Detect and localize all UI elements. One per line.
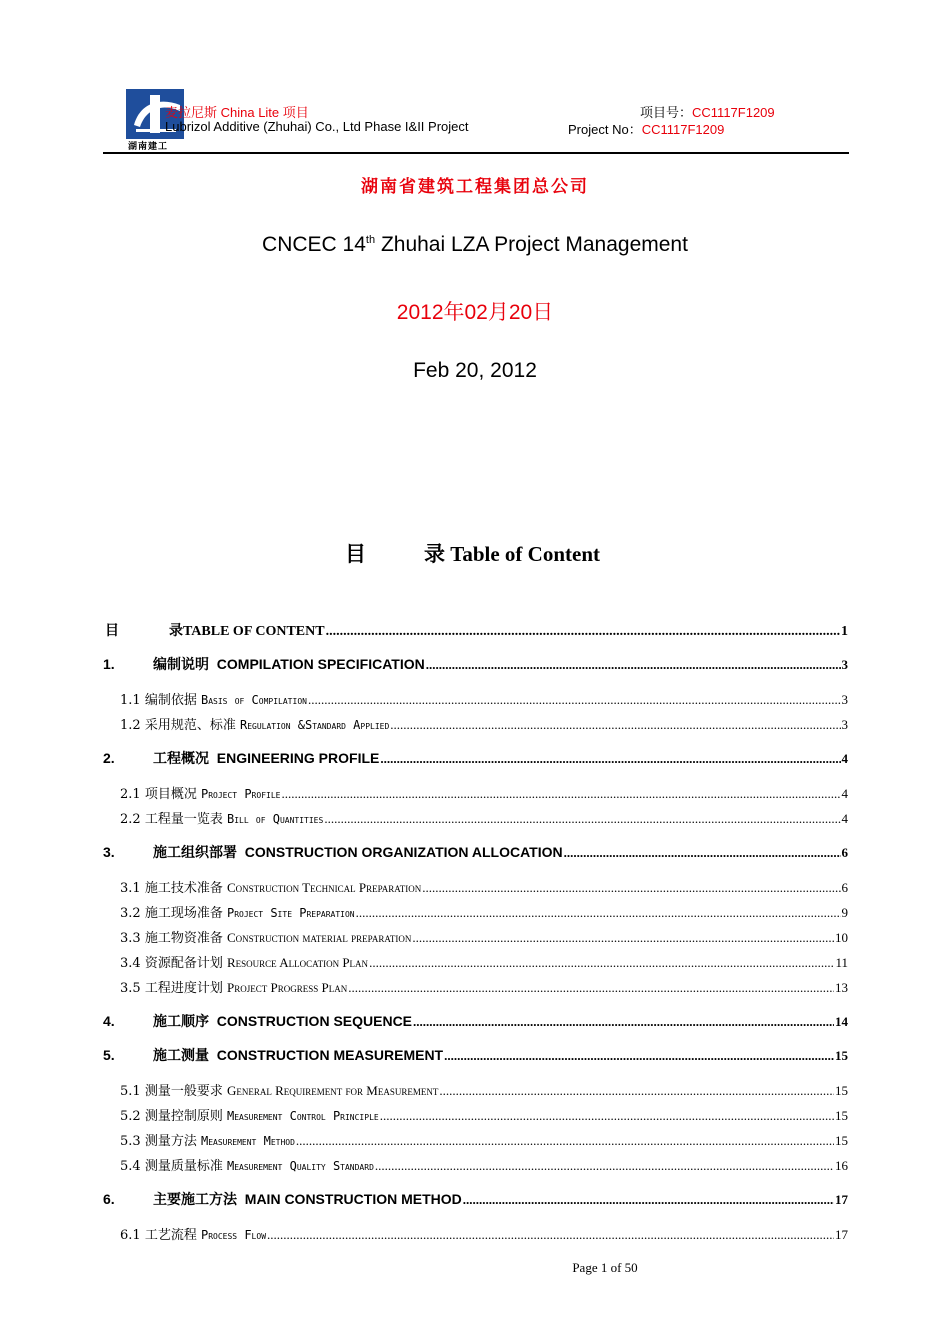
toc-entry-3[interactable] [103,842,848,862]
toc-entry-5[interactable] [103,1045,848,1065]
toc-entry-2[interactable] [103,748,848,768]
date-english: Feb 20, 2012 [413,359,537,382]
toc-entry-5-3[interactable] [120,1130,848,1149]
toc-leader-dots [380,751,840,767]
toc-page-number: 3 [841,692,848,707]
toc-leader-dots [412,930,834,946]
toc-entry-label: 4. 施工顺序 CONSTRUCTION SEQUENCE [103,1013,413,1029]
project-title-pre: CNCEC 14 [262,233,366,256]
toc-entry-label: 3.2 施工现场准备 Project Site Preparation [120,906,355,921]
toc-entry-2-1[interactable] [120,783,848,802]
toc-entry-2-2[interactable] [120,808,848,827]
toc-entry-5-2[interactable] [120,1105,848,1124]
toc-leader-dots [390,717,840,733]
toc-page-number: 6 [841,880,848,895]
header-en-project-no-value: CC1117F1209 [641,122,725,137]
header-cn-project: 麦拉尼斯 China Lite 项目 [165,105,309,120]
toc-entry-label: 3.4 资源配备计划 Resource Allocation Plan [120,955,369,971]
toc-leader-dots [348,980,834,996]
toc-entry-label: 2. 工程概况 ENGINEERING PROFILE [103,750,380,766]
toc-entry-5-1[interactable] [120,1080,848,1099]
toc-entry-1-2[interactable] [120,714,848,733]
toc-entry-3-5[interactable] [120,977,848,996]
toc-leader-dots [463,1192,834,1208]
toc-heading-cn2: 录 [424,542,445,566]
toc-entry-label: 5.4 测量质量标准 Measurement Quality Standard [120,1159,374,1174]
toc-entry-label: 1. 编制说明 COMPILATION SPECIFICATION [103,656,425,672]
company-name: 湖南省建筑工程集团总公司 [361,177,589,197]
toc-entry-3-3[interactable] [120,927,848,946]
project-title-post: Zhuhai LZA Project Management [375,233,688,256]
header-en-project: Lubrizol Additive (Zhuhai) Co., Ltd Phase I&II Project [165,119,469,134]
toc-entry-6[interactable] [103,1189,848,1209]
toc-page-number: 16 [835,1158,848,1173]
header-en-project-no-label: Project No： [568,122,642,137]
toc-entry-3-2[interactable] [120,902,848,921]
toc-entry-label: 2.1 项目概况 Project Profile [120,787,281,802]
toc-leader-dots [296,1133,834,1149]
toc-entry-top[interactable] [105,620,848,640]
toc-leader-dots [369,955,834,971]
toc-entry-label: 3.3 施工物资准备 Construction material preparation [120,930,412,946]
toc-page-number: 6 [841,845,848,860]
toc-entry-label: 5.1 测量一般要求 General Requirement for Measurement [120,1083,439,1099]
toc-page-number: 13 [835,980,848,995]
toc-page-number: 14 [835,1014,848,1029]
toc-page-number: 4 [841,786,848,801]
toc-page-number: 17 [835,1227,848,1242]
header-cn-project-no-value: CC1117F1209 [692,105,775,120]
toc-heading-cn1: 目 [345,542,366,566]
toc-entry-label: 6. 主要施工方法 MAIN CONSTRUCTION METHOD [103,1191,462,1207]
toc-page-number: 3 [841,657,848,672]
toc-page-number: 3 [841,717,848,732]
toc-entry-label: 5.2 测量控制原则 Measurement Control Principle [120,1109,379,1124]
toc-page-number: 9 [841,905,848,920]
project-title-sup: th [365,234,376,246]
toc-entry-label: 6.1 工艺流程 Process Flow [120,1228,267,1243]
toc-page-number: 15 [835,1133,848,1148]
toc-page-number: 15 [835,1108,848,1123]
toc-leader-dots [324,811,840,827]
toc-leader-dots [375,1158,834,1174]
toc-leader-dots [564,845,841,861]
header-en-project-no [568,119,724,138]
toc-entry-label: 1.1 编制依据 Basis of Compilation [120,693,307,708]
toc-entry-label: 1.2 采用规范、标准 Regulation &Standard Applied [120,718,390,733]
toc-entry-label: 2.2 工程量一览表 Bill of Quantities [120,812,324,827]
toc-leader-dots [439,1083,834,1099]
toc-page-number: 10 [835,930,848,945]
toc-entry-5-4[interactable] [120,1155,848,1174]
toc-entry-label: 目 录TABLE OF CONTENT [105,624,325,639]
toc-page-number: 15 [835,1048,848,1063]
toc-entry-label: 3.5 工程进度计划 Project Progress Plan [120,980,348,996]
toc-entry-label: 5.3 测量方法 Measurement Method [120,1134,295,1149]
toc-leader-dots [413,1014,834,1030]
toc-entry-3-4[interactable] [120,952,848,971]
toc-entry-3-1[interactable] [120,877,848,896]
toc-leader-dots [422,880,840,896]
toc-page-number: 17 [835,1192,848,1207]
toc-page-number: 11 [835,955,848,970]
toc-page-number: 15 [835,1083,848,1098]
logo-text: 湖南建工 [128,142,169,152]
toc-entry-label: 3.1 施工技术准备 Construction Technical Preparation [120,880,422,896]
toc-page-number: 4 [841,811,848,826]
toc-page-number: 4 [841,751,848,766]
toc-heading-en: Table of Content [450,542,600,566]
toc-leader-dots [426,657,841,673]
toc-page-number: 1 [841,624,848,639]
toc-entry-1[interactable] [103,654,848,674]
toc-leader-dots [308,692,841,708]
toc-leader-dots [326,624,840,640]
toc-leader-dots [380,1108,834,1124]
toc-entry-6-1[interactable] [120,1224,848,1243]
header-divider [103,152,849,154]
date-chinese: 2012年02月20日 [396,301,554,324]
toc-leader-dots [267,1227,834,1243]
toc-entry-label: 5. 施工测量 CONSTRUCTION MEASUREMENT [103,1047,444,1063]
page-footer: Page 1 of 50 [572,1260,638,1275]
toc-entry-label: 3. 施工组织部署 CONSTRUCTION ORGANIZATION ALLOCATION [103,844,563,860]
toc-leader-dots [356,905,841,921]
toc-leader-dots [444,1048,834,1064]
toc-leader-dots [281,786,840,802]
toc-heading [345,538,600,568]
toc-entry-1-1[interactable] [120,689,848,708]
header-cn-project-no-label: 项目号： [640,105,693,120]
project-title [0,233,950,257]
toc-entry-4[interactable] [103,1011,848,1031]
